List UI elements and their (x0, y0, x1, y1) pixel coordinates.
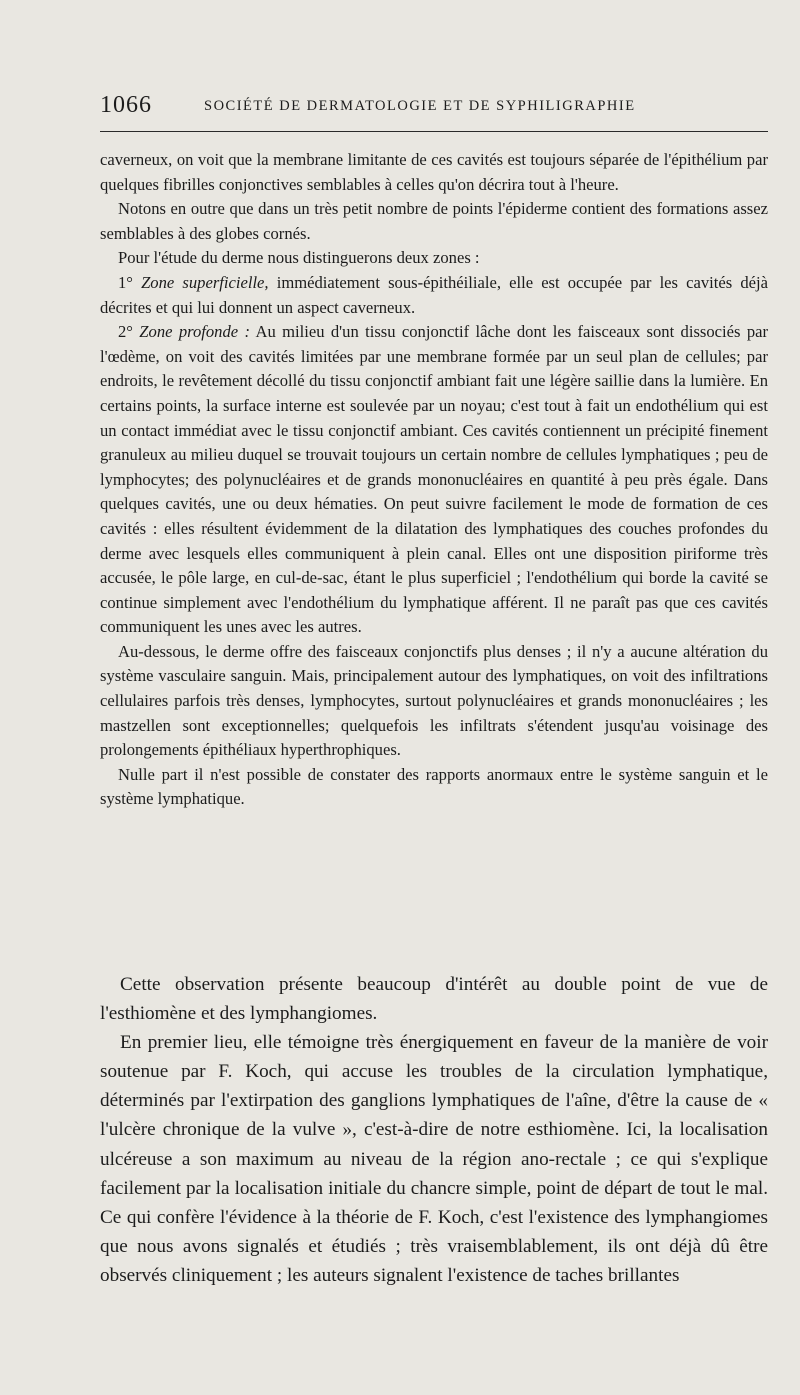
paragraph-text: immédiatement sous-épithéiliale, elle est occupée par les cavités déjà décrites et qui lui donnent un aspect caverneux. (100, 272, 768, 317)
paragraph: Cette observation présente beaucoup d'intérêt au double point de vue de l'esthiomène et des lymphangiomes. (100, 974, 768, 1025)
list-number: 1° (118, 272, 142, 292)
paragraph: caverneux, on voit que la membrane limitante de ces cavités est toujours séparée de l'épithélium par quelques fibrilles conjonctives semblables à celles qu'on décrira tout à l'heure. (100, 150, 768, 194)
page-header (100, 92, 772, 122)
paragraph: Pour l'étude du derme nous distinguerons deux zones : (118, 248, 480, 268)
paragraph: Nulle part il n'est possible de constater des rapports anormaux entre le système sanguin et le système lymphatique. (100, 764, 768, 809)
small-print-section (100, 148, 768, 812)
italic-term: Zone superficielle, (141, 272, 269, 292)
running-head: SOCIÉTÉ DE DERMATOLOGIE ET DE SYPHILIGRAPHIE (204, 98, 636, 114)
main-text-section (100, 970, 768, 1290)
paragraph: En premier lieu, elle témoigne très énergiquement en faveur de la manière de voir soutenue par F. Koch, qui accuse les troubles de la circulation lymphatique, déterminés par l'extirpation des ganglions lymphatiques de l'aîne, d'être la cause de « l'ulcère chronique de la vulve », c'est-à-dire de notre esthiomène. Ici, la localisation ulcéreuse a son maximum au niveau de la région ano-rectale ; ce qui s'explique facilement par la localisation initiale du chancre simple, point de départ de tout le mal. Ce qui confère l'évidence à la théorie de F. Koch, c'est l'existence des lymphangiomes que nous avons signalés et étudiés ; très vraisemblablement, ils ont déjà dû être observés cliniquement ; les auteurs signalent l'existence de taches brillantes (100, 1032, 768, 1286)
italic-term: Zone profonde : (139, 322, 251, 342)
page-number: 1066 (100, 92, 152, 118)
paragraph: Au-dessous, le derme offre des faisceaux conjonctifs plus denses ; il n'y a aucune altération du système vasculaire sanguin. Mais, principalement autour des lymphatiques, on voit des infiltrations cellulaires parfois très denses, lymphocytes, surtout polynucléaires et grands mononucléaires ; les mastzellen sont exceptionnelles; quelquefois les infiltrats s'étendent jusqu'au voisinage des prolongements épithéliaux hyperthrophiques. (100, 641, 768, 760)
paragraph-deep-zone (100, 320, 768, 640)
paragraph: Notons en outre que dans un très petit nombre de points l'épiderme contient des formations assez semblables à des globes cornés. (100, 199, 768, 243)
paragraph-text: Au milieu d'un tissu conjonctif lâche dont les faisceaux sont dissociés par l'œdème, on voit des cavités limitées par une membrane formée par un seul plan de cellules; par endroits, le revêtement décollé du tissu conjonctif ambiant fait une légère saillie dans la lumière. En certains points, la surface interne est soulevée par un noyau; c'est tout à fait un endothélium qui est un contact immédiat avec le tissu conjonctif ambiant. Ces cavités contiennent un précipité finement granuleux au milieu duquel se trouvait toujours un certain nombre de cellules lymphatiques ; peu de lymphocytes; des polynucléaires et de grands mononucléaires en quantité à peu près égale. Dans quelques cavités, une ou deux hématies. On peut suivre facilement le mode de formation de ces cavités : elles résultent évidemment de la dilatation des lymphatiques des couches profondes du derme avec lesquels elles communiquent à plein canal. Elles ont une disposition piriforme très accusée, le pôle large, en cul-de-sac, étant le plus superficiel ; l'endothélium qui borde la cavité se continue simplement avec l'endothélium du lymphatique afférent. Il ne paraît pas que ces cavités communiquent les unes avec les autres. (100, 322, 769, 637)
list-number: 2° (118, 322, 140, 342)
paragraph-superficial-zone (100, 271, 768, 320)
header-rule (100, 131, 768, 132)
